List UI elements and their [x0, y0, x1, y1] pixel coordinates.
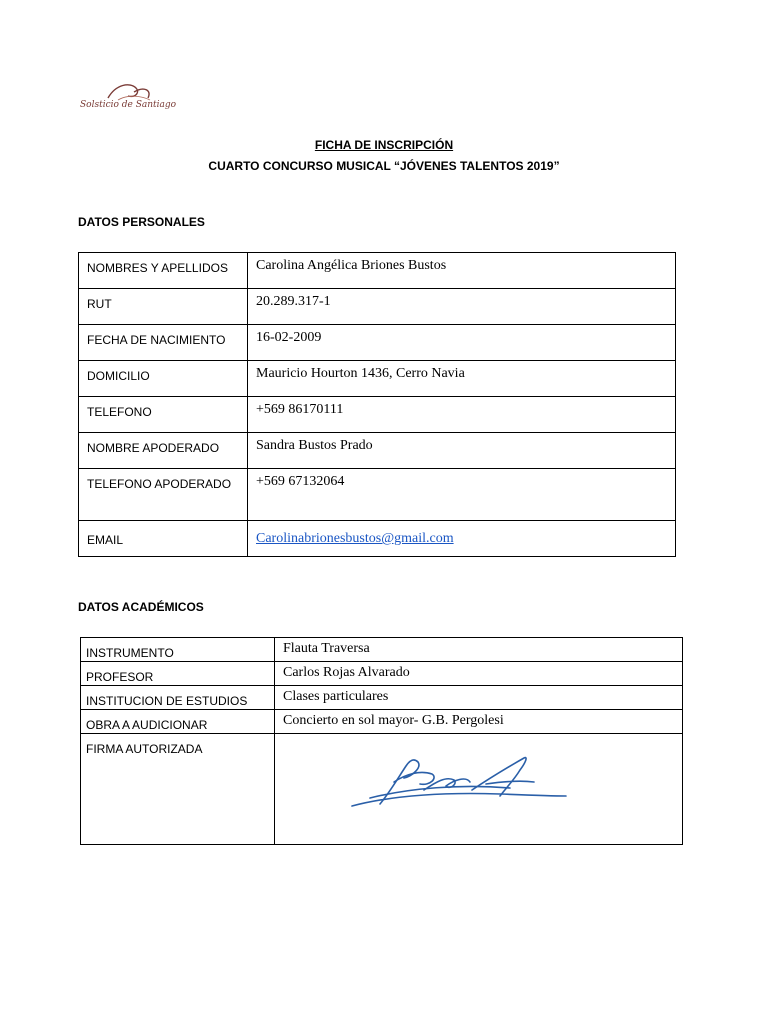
academic-data-heading: DATOS ACADÉMICOS	[78, 600, 204, 614]
field-label: NOMBRE APODERADO	[79, 433, 248, 469]
field-value: +569 67132064	[248, 469, 676, 521]
table-row	[79, 521, 676, 557]
table-row	[81, 710, 683, 734]
table-row	[81, 686, 683, 710]
signature-icon	[350, 752, 568, 816]
field-label: EMAIL	[79, 521, 248, 557]
field-value: +569 86170111	[248, 397, 676, 433]
table-row	[79, 325, 676, 361]
field-value: Sandra Bustos Prado	[248, 433, 676, 469]
field-value: Concierto en sol mayor- G.B. Pergolesi	[275, 710, 683, 734]
table-row	[79, 397, 676, 433]
field-label: RUT	[79, 289, 248, 325]
table-row	[79, 253, 676, 289]
field-value: Flauta Traversa	[275, 638, 683, 662]
field-label: DOMICILIO	[79, 361, 248, 397]
field-label: FECHA DE NACIMIENTO	[79, 325, 248, 361]
field-value: 20.289.317-1	[248, 289, 676, 325]
field-value: Mauricio Hourton 1436, Cerro Navia	[248, 361, 676, 397]
table-row	[79, 361, 676, 397]
field-label: FIRMA AUTORIZADA	[81, 734, 275, 845]
personal-data-heading: DATOS PERSONALES	[78, 215, 205, 229]
field-label: INSTRUMENTO	[81, 638, 275, 662]
form-subtitle: CUARTO CONCURSO MUSICAL “JÓVENES TALENTOS 2019”	[208, 159, 560, 173]
field-value: Clases particulares	[275, 686, 683, 710]
logo	[78, 78, 177, 122]
table-row	[79, 469, 676, 521]
field-value: 16-02-2009	[248, 325, 676, 361]
table-row	[79, 433, 676, 469]
table-row	[81, 662, 683, 686]
logo-text: Solsticio de Santiago	[80, 100, 177, 110]
field-label: INSTITUCION DE ESTUDIOS	[81, 686, 275, 710]
field-label: TELEFONO	[79, 397, 248, 433]
form-title: FICHA DE INSCRIPCIÓN	[314, 138, 454, 152]
table-row	[79, 289, 676, 325]
email-link[interactable]: Carolinabrionesbustos@gmail.com	[256, 531, 454, 546]
field-label: PROFESOR	[81, 662, 275, 686]
field-label: OBRA A AUDICIONAR	[81, 710, 275, 734]
field-value	[248, 521, 676, 557]
field-label: TELEFONO APODERADO	[79, 469, 248, 521]
personal-data-table	[78, 252, 676, 557]
field-value: Carolina Angélica Briones Bustos	[248, 253, 676, 289]
field-label: NOMBRES Y APELLIDOS	[79, 253, 248, 289]
table-row	[81, 638, 683, 662]
field-value: Carlos Rojas Alvarado	[275, 662, 683, 686]
